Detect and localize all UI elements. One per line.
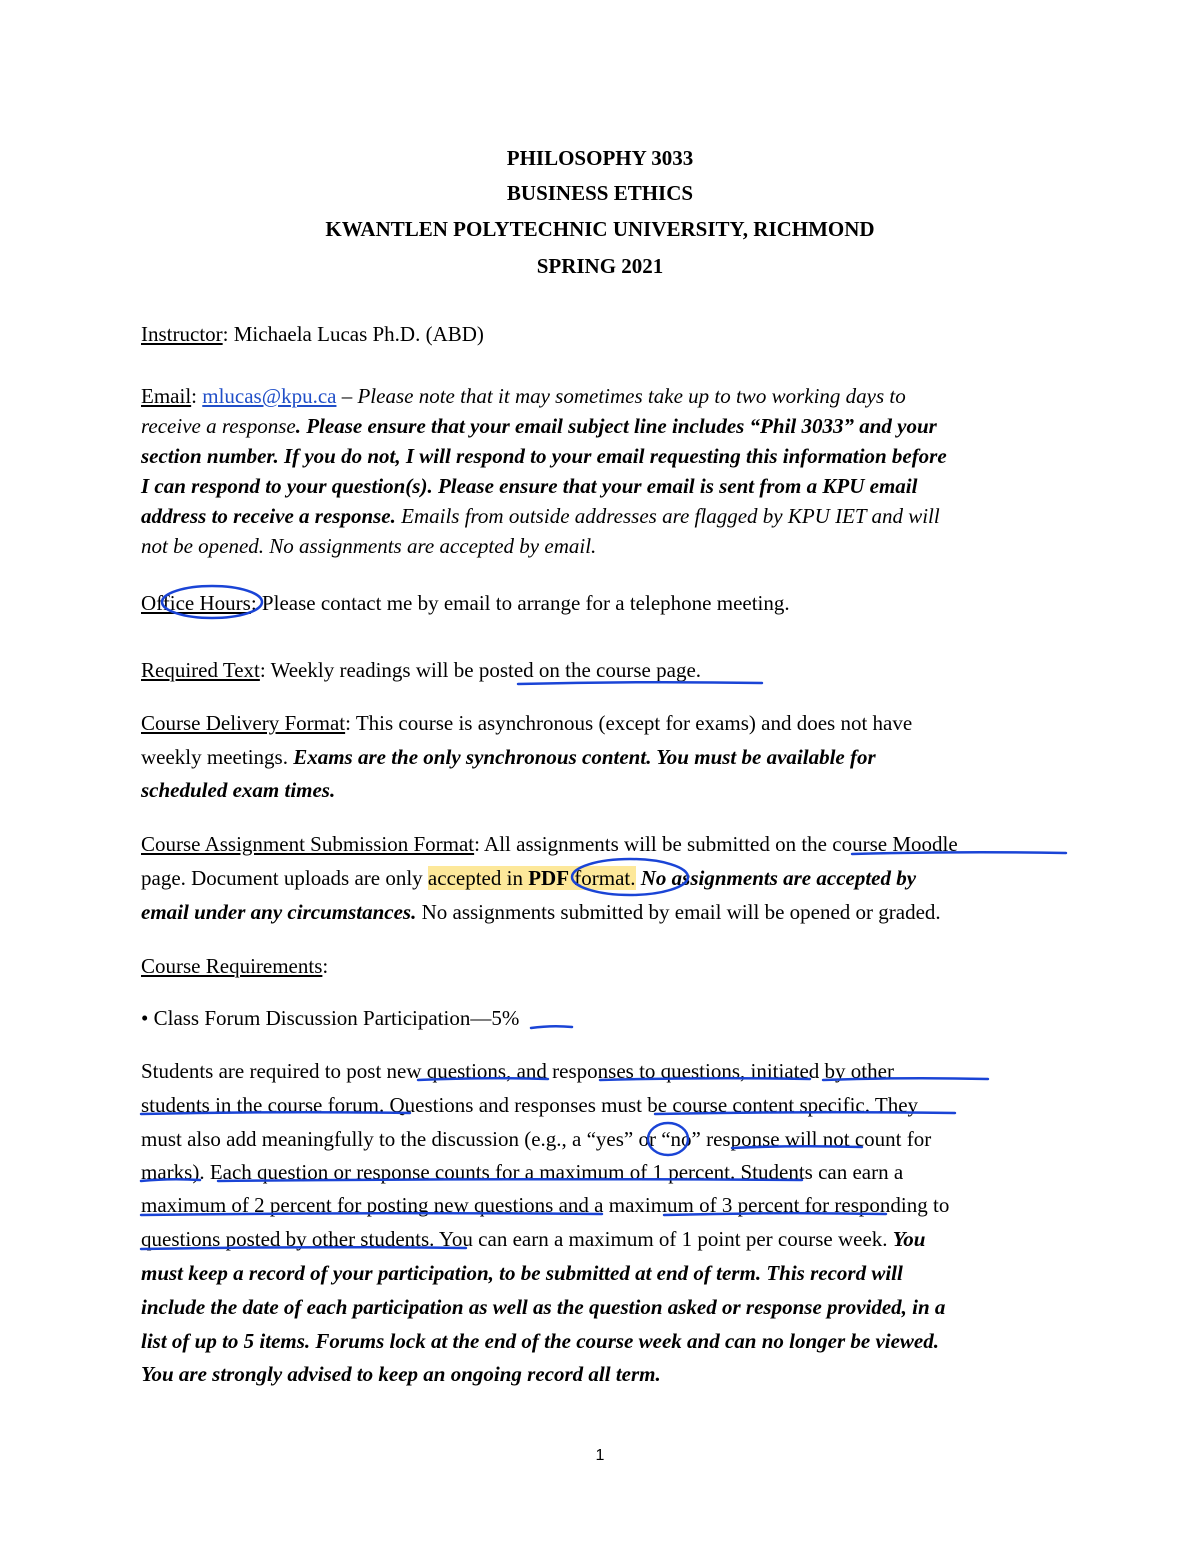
forum-line-3: must also add meaningfully to the discussion (e.g., a “yes” or “no” response will not count for — [141, 1127, 932, 1151]
delivery-label: Course Delivery Format — [141, 711, 346, 735]
forum-line-1: Students are required to post new questions, and responses to questions, initiated by other — [141, 1059, 894, 1083]
forum-line-10: You are strongly advised to keep an ongoing record all term. — [141, 1362, 661, 1386]
page-number: 1 — [595, 1447, 605, 1464]
instructor-label: Instructor — [141, 322, 223, 346]
required-text-line: Required Text: Weekly readings will be posted on the course page. — [141, 658, 702, 682]
instructor-line — [141, 322, 484, 347]
highlighted-text: accepted in PDF format. — [427, 866, 636, 890]
submission-label: Course Assignment Submission Format — [141, 832, 475, 856]
forum-line-6: questions posted by other students. You can earn a maximum of 1 point per course week. You — [141, 1227, 926, 1251]
delivery-line-1: Course Delivery Format: This course is asynchronous (except for exams) and does not have — [141, 711, 913, 735]
email-link[interactable]: mlucas@kpu.ca — [202, 384, 337, 408]
email-line-4: I can respond to your question(s). Please ensure that your email is sent from a KPU email — [141, 474, 918, 498]
term-heading: SPRING 2021 — [536, 254, 664, 278]
course-code-heading: PHILOSOPHY 3033 — [506, 146, 694, 170]
forum-line-9: list of up to 5 items. Forums lock at the end of the course week and can no longer be viewed. — [141, 1329, 939, 1353]
email-line-3: section number. If you do not, I will respond to your email requesting this information before — [141, 444, 947, 468]
requirements-line: Course Requirements: — [141, 954, 329, 978]
email-note-1: – Please note that it may sometimes take up to two working days to — [336, 384, 906, 408]
bullet-item: • Class Forum Discussion Participation—5% — [141, 1006, 520, 1030]
submission-line-3: email under any circumstances. No assignments submitted by email will be opened or graded. — [141, 900, 941, 924]
office-hours-line: Office Hours: Please contact me by email to arrange for a telephone meeting. — [141, 591, 790, 615]
course-title-heading: BUSINESS ETHICS — [506, 181, 694, 205]
forum-line-7: must keep a record of your participation, to be submitted at end of term. This record will — [141, 1261, 903, 1285]
email-line-5: address to receive a response. Emails from outside addresses are flagged by KPU IET and will — [141, 504, 940, 528]
requirements-label: Course Requirements — [141, 954, 323, 978]
ink-underline-5-percent — [531, 1026, 572, 1028]
forum-line-8: include the date of each participation as well as the question asked or response provided, in a — [141, 1295, 946, 1319]
office-hours-label: Office Hours — [141, 591, 251, 615]
submission-line-2: page. Document uploads are only accepted in PDF format. No assignments are accepted by — [141, 866, 917, 890]
email-line-2: receive a response. Please ensure that your email subject line includes “Phil 3033” and your — [141, 414, 937, 438]
forum-line-4: marks). Each question or response counts for a maximum of 1 percent. Students can earn a — [141, 1160, 904, 1184]
delivery-line-3: scheduled exam times. — [141, 778, 336, 802]
email-label: Email — [141, 384, 192, 408]
email-line-6: not be opened. No assignments are accepted by email. — [141, 534, 597, 558]
instructor-value: : Michaela Lucas Ph.D. (ABD) — [222, 322, 484, 346]
university-heading: KWANTLEN POLYTECHNIC UNIVERSITY, RICHMOND — [325, 217, 875, 241]
delivery-line-2: weekly meetings. Exams are the only synchronous content. You must be available for — [141, 745, 876, 769]
required-text-label: Required Text — [141, 658, 260, 682]
submission-line-1: Course Assignment Submission Format: All assignments will be submitted on the course Moodle — [141, 832, 958, 856]
forum-line-5: maximum of 2 percent for posting new questions and a maximum of 3 percent for responding to — [141, 1193, 950, 1217]
forum-line-2: students in the course forum. Questions and responses must be course content specific. They — [141, 1093, 919, 1117]
email-line-1: Email: mlucas@kpu.ca – Please note that it may sometimes take up to two working days to — [141, 384, 906, 408]
